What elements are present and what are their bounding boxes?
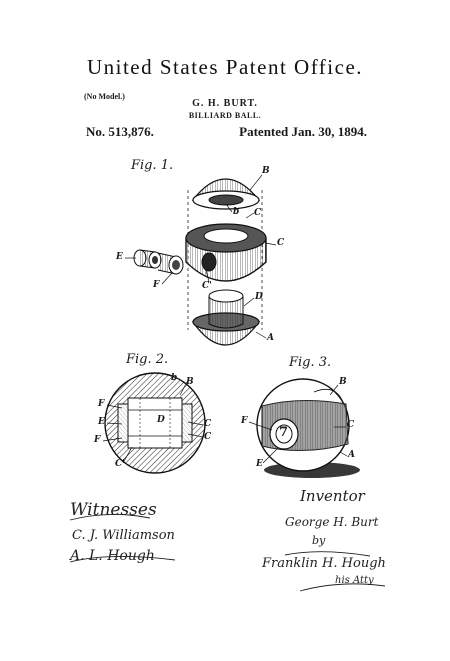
fig3-drawing bbox=[257, 379, 360, 478]
fig2-ref: C bbox=[204, 432, 212, 442]
invention-title: BILLIARD BALL. bbox=[188, 111, 262, 120]
fig3-ref: A bbox=[348, 450, 355, 460]
fig1-ref: A bbox=[267, 333, 274, 343]
fig1-label: Fig. 1. bbox=[131, 158, 174, 173]
fig2-ref: C bbox=[204, 419, 212, 429]
fig2-ref: F bbox=[98, 399, 105, 409]
model-note: (No Model.) bbox=[84, 92, 125, 101]
witness-signature: C. J. Williamson bbox=[72, 528, 175, 543]
fig2-drawing bbox=[105, 373, 205, 473]
attorney-suffix: his Atty bbox=[335, 575, 374, 586]
fig1-ref: B bbox=[262, 166, 270, 176]
fig2-ref: B bbox=[186, 377, 194, 387]
ball-numeral: 7 bbox=[279, 425, 289, 440]
fig2-ref: C' bbox=[115, 459, 125, 469]
patent-date: Patented Jan. 30, 1894. bbox=[239, 124, 367, 139]
fig2-ref: D bbox=[157, 415, 165, 425]
fig1-ref: F bbox=[153, 280, 160, 290]
fig3-ref: B bbox=[339, 377, 347, 387]
witness-signature: A. L. Hough bbox=[70, 548, 155, 564]
fig2-label: Fig. 2. bbox=[126, 352, 169, 367]
fig2-ref: F bbox=[94, 435, 101, 445]
fig1-ref: C bbox=[254, 208, 262, 218]
inventor-name: G. H. BURT. bbox=[192, 98, 258, 109]
fig3-ref: E bbox=[256, 459, 263, 469]
attorney-signature: Franklin H. Hough bbox=[262, 556, 386, 571]
inventor-signature: George H. Burt bbox=[285, 515, 379, 529]
fig1-ref: C bbox=[277, 238, 285, 248]
patent-office-title: United States Patent Office. bbox=[86, 55, 364, 79]
fig2-ref: b bbox=[171, 373, 178, 383]
fig1-drawing bbox=[134, 179, 266, 345]
fig2-ref: E bbox=[98, 417, 105, 427]
witnesses-heading: Witnesses bbox=[70, 500, 157, 520]
fig1-ref: E bbox=[116, 252, 123, 262]
fig1-ref: b bbox=[233, 207, 240, 217]
inventor-heading: Inventor bbox=[300, 487, 365, 505]
fig3-label: Fig. 3. bbox=[289, 355, 332, 370]
fig1-ref: D bbox=[255, 292, 263, 302]
fig3-ref: F bbox=[241, 416, 248, 426]
by-label: by bbox=[312, 534, 326, 547]
fig1-ref: C' bbox=[202, 281, 212, 291]
patent-number: No. 513,876. bbox=[86, 124, 154, 139]
fig3-ref: C bbox=[347, 420, 355, 430]
